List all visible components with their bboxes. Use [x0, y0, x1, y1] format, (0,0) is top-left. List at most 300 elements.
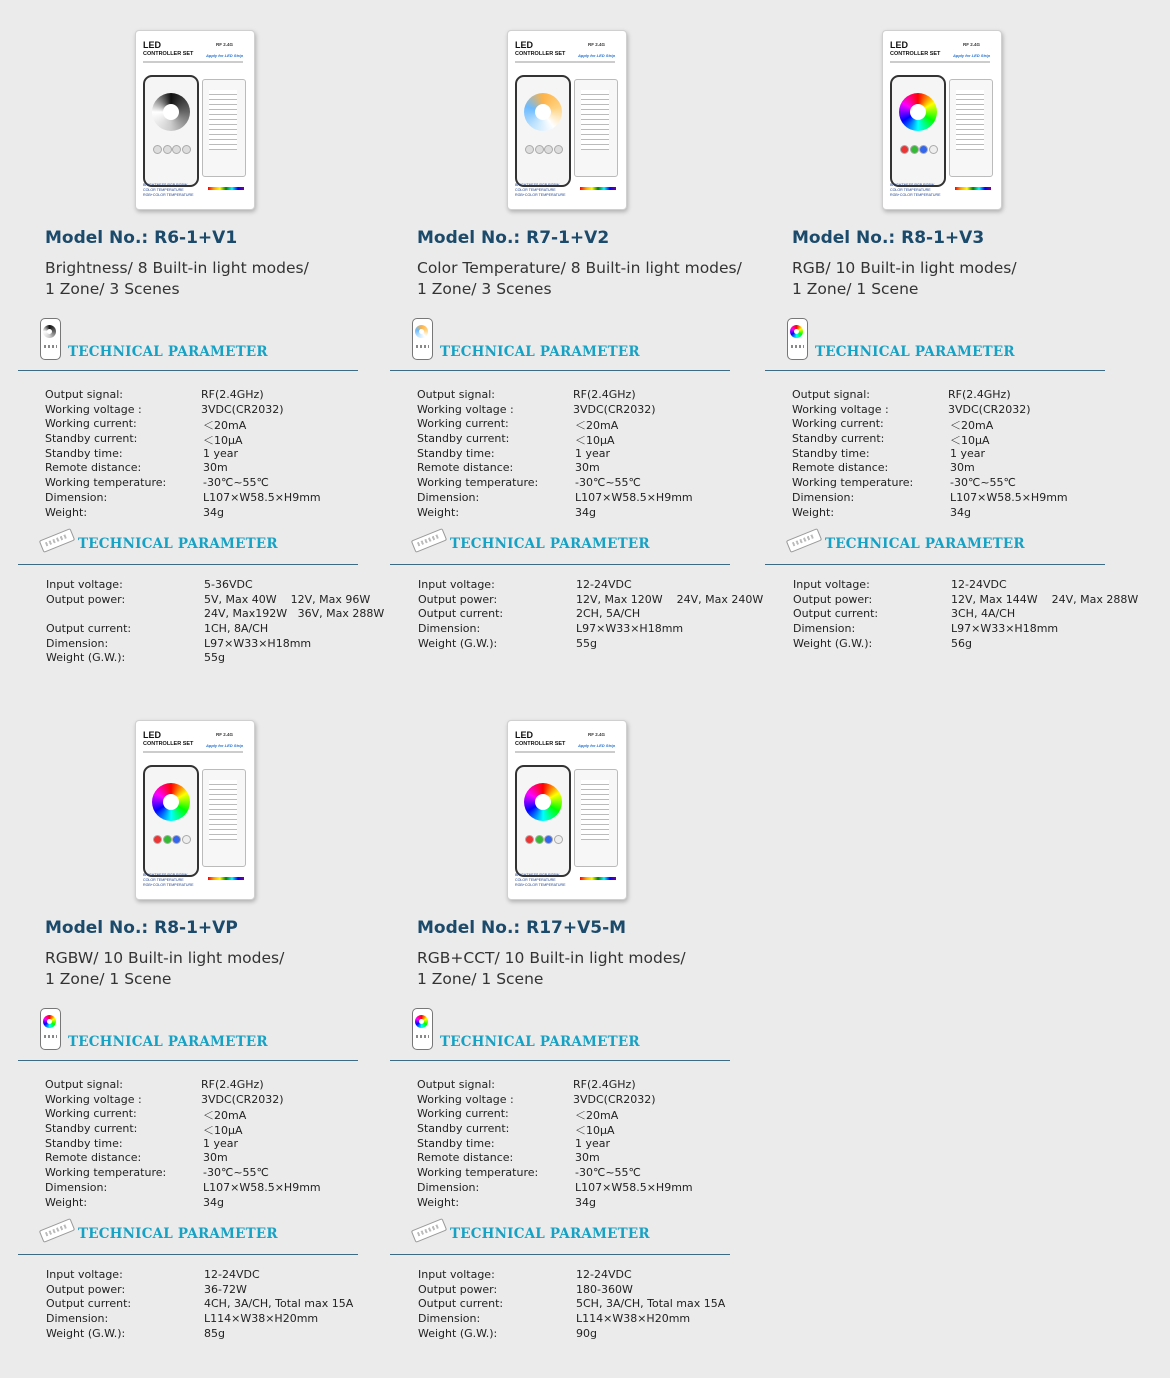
package-color-bar	[580, 877, 616, 880]
parameter-value: L97×W33×H18mm	[951, 622, 1059, 636]
parameter-value: 1 year	[575, 446, 611, 460]
package-legend-item: BRIGHTNESS RGB RGBW	[515, 873, 560, 877]
parameter-label: Standby time:	[417, 1136, 495, 1150]
parameter-value: L97×W33×H18mm	[576, 622, 684, 636]
parameter-value: 1 year	[203, 1136, 239, 1150]
remote-button-icon	[919, 145, 928, 154]
parameter-value: L107×W58.5×H9mm	[575, 490, 693, 504]
parameter-label: Input voltage:	[793, 578, 870, 591]
remote-button-icon	[153, 145, 162, 154]
package-set-label: CONTROLLER SET	[890, 51, 941, 57]
parameter-value: 1 year	[575, 1136, 611, 1150]
package-subtitle-line	[515, 61, 615, 63]
dots-icon	[44, 1035, 57, 1038]
color-wheel-icon	[152, 783, 190, 821]
remote-button-icon	[172, 145, 181, 154]
parameter-value: RF(2.4GHz)	[573, 388, 636, 401]
parameter-label: Weight (G.W.):	[793, 636, 873, 650]
parameter-value: 3VDC(CR2032)	[573, 402, 656, 416]
package-legend-item: RGB+COLOR TEMPERATURE	[143, 883, 194, 887]
parameter-label: Dimension:	[417, 490, 480, 504]
package-color-bar	[955, 187, 991, 190]
remote-buttons	[525, 145, 563, 153]
parameter-value: 3VDC(CR2032)	[201, 402, 284, 416]
parameter-value: 24V, Max192W 36V, Max 288W	[204, 607, 385, 621]
dots-icon	[791, 345, 804, 348]
controller-icon	[786, 528, 822, 553]
section-divider	[390, 1060, 730, 1061]
description-line: Brightness/ 8 Built-in light modes/	[45, 259, 309, 277]
package-legend-item: BRIGHTNESS RGB RGBW	[143, 873, 188, 877]
model-number: Model No.: R17+V5-M	[417, 918, 627, 938]
parameter-value: ＜10μA	[575, 1124, 615, 1138]
model-number: Model No.: R6-1+V1	[45, 228, 238, 248]
section-title: TECHNICAL PARAMETER	[78, 1226, 278, 1242]
package-legend-item: COLOR TEMPERATURE	[143, 878, 184, 882]
section-title: TECHNICAL PARAMETER	[78, 536, 278, 552]
parameter-value: L107×W58.5×H9mm	[575, 1180, 693, 1194]
parameter-label: Remote distance:	[45, 1151, 142, 1165]
parameter-value: 34g	[203, 505, 224, 519]
parameter-label: Dimension:	[45, 1180, 108, 1194]
parameter-value: RF(2.4GHz)	[948, 388, 1011, 401]
parameter-value: ＜20mA	[203, 1109, 247, 1123]
parameter-value: 180-360W	[576, 1282, 633, 1296]
parameter-label: Output signal:	[417, 1078, 495, 1091]
section-title: TECHNICAL PARAMETER	[440, 344, 640, 360]
parameter-label: Standby time:	[45, 446, 123, 460]
parameter-label: Input voltage:	[46, 1268, 123, 1281]
parameter-value: ＜20mA	[575, 1109, 619, 1123]
section-title: TECHNICAL PARAMETER	[68, 344, 268, 360]
parameter-value: L114×W38×H20mm	[576, 1312, 691, 1326]
parameter-value: 4CH, 3A/CH, Total max 15A	[204, 1297, 354, 1311]
parameter-label: Working current:	[45, 417, 137, 431]
parameter-value: 12-24VDC	[951, 578, 1007, 591]
wheel-icon	[43, 325, 56, 338]
parameter-value: -30℃~55℃	[575, 1166, 641, 1180]
parameter-value: 12V, Max 144W 24V, Max 288W	[951, 592, 1139, 606]
parameter-value: 90g	[576, 1326, 597, 1340]
parameter-label: Output signal:	[792, 388, 870, 401]
parameter-value: 3CH, 4A/CH	[951, 607, 1016, 621]
product-description	[792, 258, 1017, 300]
parameter-label: Working voltage :	[45, 402, 142, 416]
package-apply-label: Apply for LED Strip	[953, 53, 990, 58]
remote-control-image	[515, 75, 571, 187]
parameter-value: 5CH, 3A/CH, Total max 15A	[576, 1297, 726, 1311]
parameter-value: RF(2.4GHz)	[573, 1078, 636, 1091]
remote-button-icon	[163, 835, 172, 844]
package-legend-item: BRIGHTNESS RGB RGBW	[515, 183, 560, 187]
description-line: 1 Zone/ 3 Scenes	[45, 280, 180, 298]
package-legend	[515, 183, 566, 198]
section-divider	[390, 1254, 730, 1255]
parameter-value: 34g	[203, 1195, 224, 1209]
parameter-value: 12-24VDC	[576, 1268, 632, 1281]
section-divider	[18, 370, 358, 371]
package-legend	[143, 183, 194, 198]
parameter-label: Working voltage :	[792, 402, 889, 416]
product-package-image	[507, 30, 627, 210]
remote-button-icon	[182, 835, 191, 844]
controller-icon	[411, 528, 447, 553]
parameter-label: Dimension:	[793, 622, 856, 636]
package-legend-item: RGB+COLOR TEMPERATURE	[515, 883, 566, 887]
package-apply-label: Apply for LED Strip	[206, 743, 243, 748]
parameter-value: L107×W58.5×H9mm	[950, 490, 1068, 504]
section-title: TECHNICAL PARAMETER	[825, 536, 1025, 552]
parameter-label: Working voltage :	[45, 1092, 142, 1106]
product-block	[45, 30, 417, 665]
parameter-label: Weight:	[417, 1195, 460, 1209]
parameter-label: Standby time:	[417, 446, 495, 460]
model-number: Model No.: R8-1+VP	[45, 918, 238, 938]
parameter-label: Weight:	[45, 505, 88, 519]
description-line: 1 Zone/ 1 Scene	[45, 970, 172, 988]
controller-icon	[39, 528, 75, 553]
description-line: RGB/ 10 Built-in light modes/	[792, 259, 1017, 277]
remote-buttons	[525, 835, 563, 843]
parameter-label: Weight (G.W.):	[418, 1326, 498, 1340]
remote-button-icon	[554, 835, 563, 844]
parameter-value: -30℃~55℃	[203, 476, 269, 490]
parameter-value: 56g	[951, 636, 972, 650]
parameter-value: L114×W38×H20mm	[204, 1312, 319, 1326]
parameter-value: 1CH, 8A/CH	[204, 622, 269, 636]
parameter-value: ＜20mA	[950, 419, 994, 433]
parameter-value: ＜10μA	[203, 434, 243, 448]
parameter-label: Weight (G.W.):	[418, 636, 498, 650]
package-rf-label: RF 2.4G	[216, 42, 234, 47]
package-subtitle-line	[143, 61, 243, 63]
parameter-label: Input voltage:	[418, 578, 495, 591]
parameter-label: Weight (G.W.):	[46, 1326, 126, 1340]
package-rf-label: RF 2.4G	[588, 732, 606, 737]
product-block	[417, 30, 789, 650]
wheel-icon	[790, 325, 803, 338]
parameter-label: Remote distance:	[417, 461, 514, 475]
parameter-value: 55g	[204, 651, 225, 665]
parameter-label: Dimension:	[418, 622, 481, 636]
remote-control-image	[890, 75, 946, 187]
remote-button-icon	[535, 835, 544, 844]
parameter-value: 12-24VDC	[576, 578, 632, 591]
package-apply-label: Apply for LED Strip	[578, 53, 615, 58]
package-set-label: CONTROLLER SET	[515, 741, 566, 747]
parameter-value: 3VDC(CR2032)	[573, 1092, 656, 1106]
dots-icon	[416, 1035, 429, 1038]
dots-icon	[44, 345, 57, 348]
section-divider	[18, 564, 358, 565]
package-rf-label: RF 2.4G	[216, 732, 234, 737]
parameter-label: Working temperature:	[792, 476, 914, 490]
parameter-value: 5-36VDC	[204, 578, 253, 591]
remote-icon	[412, 1008, 433, 1050]
package-legend-item: RGB+COLOR TEMPERATURE	[515, 193, 566, 197]
remote-button-icon	[153, 835, 162, 844]
package-legend-item: BRIGHTNESS RGB RGBW	[890, 183, 935, 187]
parameter-value: ＜10μA	[950, 434, 990, 448]
package-rf-label: RF 2.4G	[963, 42, 981, 47]
color-wheel-icon	[152, 93, 190, 131]
product-block	[417, 720, 789, 1340]
section-divider	[765, 370, 1105, 371]
parameter-label: Dimension:	[417, 1180, 480, 1194]
model-number: Model No.: R8-1+V3	[792, 228, 985, 248]
package-legend-item: COLOR TEMPERATURE	[515, 878, 556, 882]
controller-image	[202, 769, 246, 867]
parameter-label: Output current:	[418, 1297, 504, 1311]
section-title: TECHNICAL PARAMETER	[450, 536, 650, 552]
parameter-value: 30m	[203, 461, 228, 475]
product-block	[792, 30, 1164, 650]
parameter-value: RF(2.4GHz)	[201, 1078, 264, 1091]
wheel-icon	[415, 1015, 428, 1028]
parameter-label: Standby current:	[417, 1122, 510, 1136]
parameter-value: ＜10μA	[575, 434, 615, 448]
wheel-icon	[415, 325, 428, 338]
remote-button-icon	[544, 835, 553, 844]
parameter-value: RF(2.4GHz)	[201, 388, 264, 401]
remote-button-icon	[172, 835, 181, 844]
parameter-label: Output signal:	[45, 1078, 123, 1091]
parameter-value: 3VDC(CR2032)	[948, 402, 1031, 416]
package-legend-item: COLOR TEMPERATURE	[515, 188, 556, 192]
package-legend-item: RGB+COLOR TEMPERATURE	[890, 193, 941, 197]
parameter-value: 12-24VDC	[204, 1268, 260, 1281]
parameter-label: Weight:	[417, 505, 460, 519]
parameter-value: 34g	[575, 1195, 596, 1209]
parameter-label: Dimension:	[46, 1312, 109, 1326]
parameter-value: ＜20mA	[203, 419, 247, 433]
description-line: 1 Zone/ 1 Scene	[792, 280, 919, 298]
remote-button-icon	[163, 145, 172, 154]
parameter-label: Output signal:	[417, 388, 495, 401]
remote-control-image	[143, 765, 199, 877]
section-divider	[390, 370, 730, 371]
parameter-value: L97×W33×H18mm	[204, 636, 312, 650]
package-legend-item: BRIGHTNESS RGB RGBW	[143, 183, 188, 187]
parameter-value: 55g	[576, 636, 597, 650]
remote-buttons	[900, 145, 938, 153]
parameter-value: 5V, Max 40W 12V, Max 96W	[204, 592, 371, 606]
package-color-bar	[208, 187, 244, 190]
description-line: RGB+CCT/ 10 Built-in light modes/	[417, 949, 686, 967]
controller-image	[949, 79, 993, 177]
parameter-label: Remote distance:	[417, 1151, 514, 1165]
parameter-value: -30℃~55℃	[575, 476, 641, 490]
package-set-label: CONTROLLER SET	[143, 51, 194, 57]
section-divider	[390, 564, 730, 565]
parameter-value: 36-72W	[204, 1282, 247, 1296]
parameter-label: Input voltage:	[46, 578, 123, 591]
description-line: Color Temperature/ 8 Built-in light modes/	[417, 259, 742, 277]
remote-button-icon	[900, 145, 909, 154]
parameter-label: Output current:	[418, 607, 504, 621]
remote-button-icon	[525, 835, 534, 844]
remote-button-icon	[554, 145, 563, 154]
controller-icon	[39, 1218, 75, 1243]
product-package-image	[507, 720, 627, 900]
parameter-label: Working current:	[417, 1107, 509, 1121]
package-rf-label: RF 2.4G	[588, 42, 606, 47]
parameter-label: Standby current:	[792, 432, 885, 446]
parameter-label: Working temperature:	[417, 1166, 539, 1180]
remote-icon	[40, 1008, 61, 1050]
parameter-value: 34g	[950, 505, 971, 519]
parameter-value: 34g	[575, 505, 596, 519]
remote-buttons	[153, 145, 191, 153]
color-wheel-icon	[524, 93, 562, 131]
parameter-value: 3VDC(CR2032)	[201, 1092, 284, 1106]
parameter-label: Output power:	[46, 1282, 126, 1296]
product-package-image	[135, 720, 255, 900]
parameter-label: Remote distance:	[792, 461, 889, 475]
parameter-label: Output current:	[46, 622, 132, 636]
parameter-value: 1 year	[203, 446, 239, 460]
parameter-value: L107×W58.5×H9mm	[203, 490, 321, 504]
parameter-label: Dimension:	[418, 1312, 481, 1326]
wheel-icon	[43, 1015, 56, 1028]
parameter-label: Dimension:	[46, 636, 109, 650]
remote-button-icon	[544, 145, 553, 154]
description-line: 1 Zone/ 1 Scene	[417, 970, 544, 988]
package-set-label: CONTROLLER SET	[515, 51, 566, 57]
package-color-bar	[580, 187, 616, 190]
parameter-label: Weight (G.W.):	[46, 651, 126, 665]
package-apply-label: Apply for LED Strip	[206, 53, 243, 58]
parameter-value: ＜20mA	[575, 419, 619, 433]
section-title: TECHNICAL PARAMETER	[440, 1034, 640, 1050]
parameter-value: 1 year	[950, 446, 986, 460]
section-title: TECHNICAL PARAMETER	[68, 1034, 268, 1050]
description-line: RGBW/ 10 Built-in light modes/	[45, 949, 285, 967]
parameter-label: Working temperature:	[45, 476, 167, 490]
parameter-label: Working current:	[792, 417, 884, 431]
section-title: TECHNICAL PARAMETER	[450, 1226, 650, 1242]
remote-icon	[787, 318, 808, 360]
parameter-value: -30℃~55℃	[203, 1166, 269, 1180]
controller-image	[574, 769, 618, 867]
product-block	[45, 720, 417, 1340]
parameter-label: Working current:	[45, 1107, 137, 1121]
section-divider	[765, 564, 1105, 565]
color-wheel-icon	[524, 783, 562, 821]
package-set-label: CONTROLLER SET	[143, 741, 194, 747]
parameter-label: Standby time:	[792, 446, 870, 460]
parameter-label: Output power:	[793, 592, 873, 606]
parameter-value: ＜10μA	[203, 1124, 243, 1138]
parameter-label: Output current:	[793, 607, 879, 621]
remote-button-icon	[929, 145, 938, 154]
dots-icon	[416, 345, 429, 348]
parameter-value: 30m	[575, 461, 600, 475]
product-description	[45, 948, 284, 990]
package-legend	[515, 873, 566, 888]
product-package-image	[135, 30, 255, 210]
parameter-value: 30m	[575, 1151, 600, 1165]
package-brand: LED	[143, 730, 161, 740]
product-description	[417, 258, 742, 300]
remote-buttons	[153, 835, 191, 843]
parameter-label: Working temperature:	[45, 1166, 167, 1180]
parameter-label: Working voltage :	[417, 402, 514, 416]
package-legend-item: COLOR TEMPERATURE	[143, 188, 184, 192]
section-divider	[18, 1060, 358, 1061]
parameter-label: Weight:	[45, 1195, 88, 1209]
parameter-label: Dimension:	[792, 490, 855, 504]
model-number: Model No.: R7-1+V2	[417, 228, 610, 248]
remote-button-icon	[910, 145, 919, 154]
section-title: TECHNICAL PARAMETER	[815, 344, 1015, 360]
parameter-label: Input voltage:	[418, 1268, 495, 1281]
parameter-value: 30m	[203, 1151, 228, 1165]
product-package-image	[882, 30, 1002, 210]
package-legend-item: RGB+COLOR TEMPERATURE	[143, 193, 194, 197]
product-description	[417, 948, 686, 990]
parameter-label: Standby current:	[45, 1122, 138, 1136]
parameter-label: Working voltage :	[417, 1092, 514, 1106]
package-subtitle-line	[890, 61, 990, 63]
product-description	[45, 258, 309, 300]
parameter-value: 12V, Max 120W 24V, Max 240W	[576, 592, 764, 606]
package-brand: LED	[143, 40, 161, 50]
package-subtitle-line	[143, 751, 243, 753]
section-divider	[18, 1254, 358, 1255]
remote-button-icon	[182, 145, 191, 154]
parameter-value: 85g	[204, 1326, 225, 1340]
package-brand: LED	[515, 40, 533, 50]
parameter-label: Output signal:	[45, 388, 123, 401]
parameter-label: Output power:	[418, 1282, 498, 1296]
remote-icon	[412, 318, 433, 360]
parameter-label: Standby time:	[45, 1136, 123, 1150]
controller-icon	[411, 1218, 447, 1243]
parameter-label: Working current:	[417, 417, 509, 431]
remote-control-image	[515, 765, 571, 877]
remote-button-icon	[525, 145, 534, 154]
parameter-label: Working temperature:	[417, 476, 539, 490]
parameter-label: Dimension:	[45, 490, 108, 504]
package-color-bar	[208, 877, 244, 880]
parameter-value: 2CH, 5A/CH	[576, 607, 641, 621]
parameter-label: Remote distance:	[45, 461, 142, 475]
parameter-label: Output power:	[418, 592, 498, 606]
parameter-value: L107×W58.5×H9mm	[203, 1180, 321, 1194]
parameter-value: 30m	[950, 461, 975, 475]
package-brand: LED	[515, 730, 533, 740]
color-wheel-icon	[899, 93, 937, 131]
package-subtitle-line	[515, 751, 615, 753]
parameter-label: Output current:	[46, 1297, 132, 1311]
remote-icon	[40, 318, 61, 360]
remote-control-image	[143, 75, 199, 187]
package-legend	[890, 183, 941, 198]
parameter-label: Standby current:	[45, 432, 138, 446]
controller-image	[574, 79, 618, 177]
package-apply-label: Apply for LED Strip	[578, 743, 615, 748]
package-legend	[143, 873, 194, 888]
parameter-label: Weight:	[792, 505, 835, 519]
parameter-value: -30℃~55℃	[950, 476, 1016, 490]
parameter-label: Output power:	[46, 592, 126, 606]
description-line: 1 Zone/ 3 Scenes	[417, 280, 552, 298]
package-legend-item: COLOR TEMPERATURE	[890, 188, 931, 192]
remote-button-icon	[535, 145, 544, 154]
package-brand: LED	[890, 40, 908, 50]
controller-image	[202, 79, 246, 177]
